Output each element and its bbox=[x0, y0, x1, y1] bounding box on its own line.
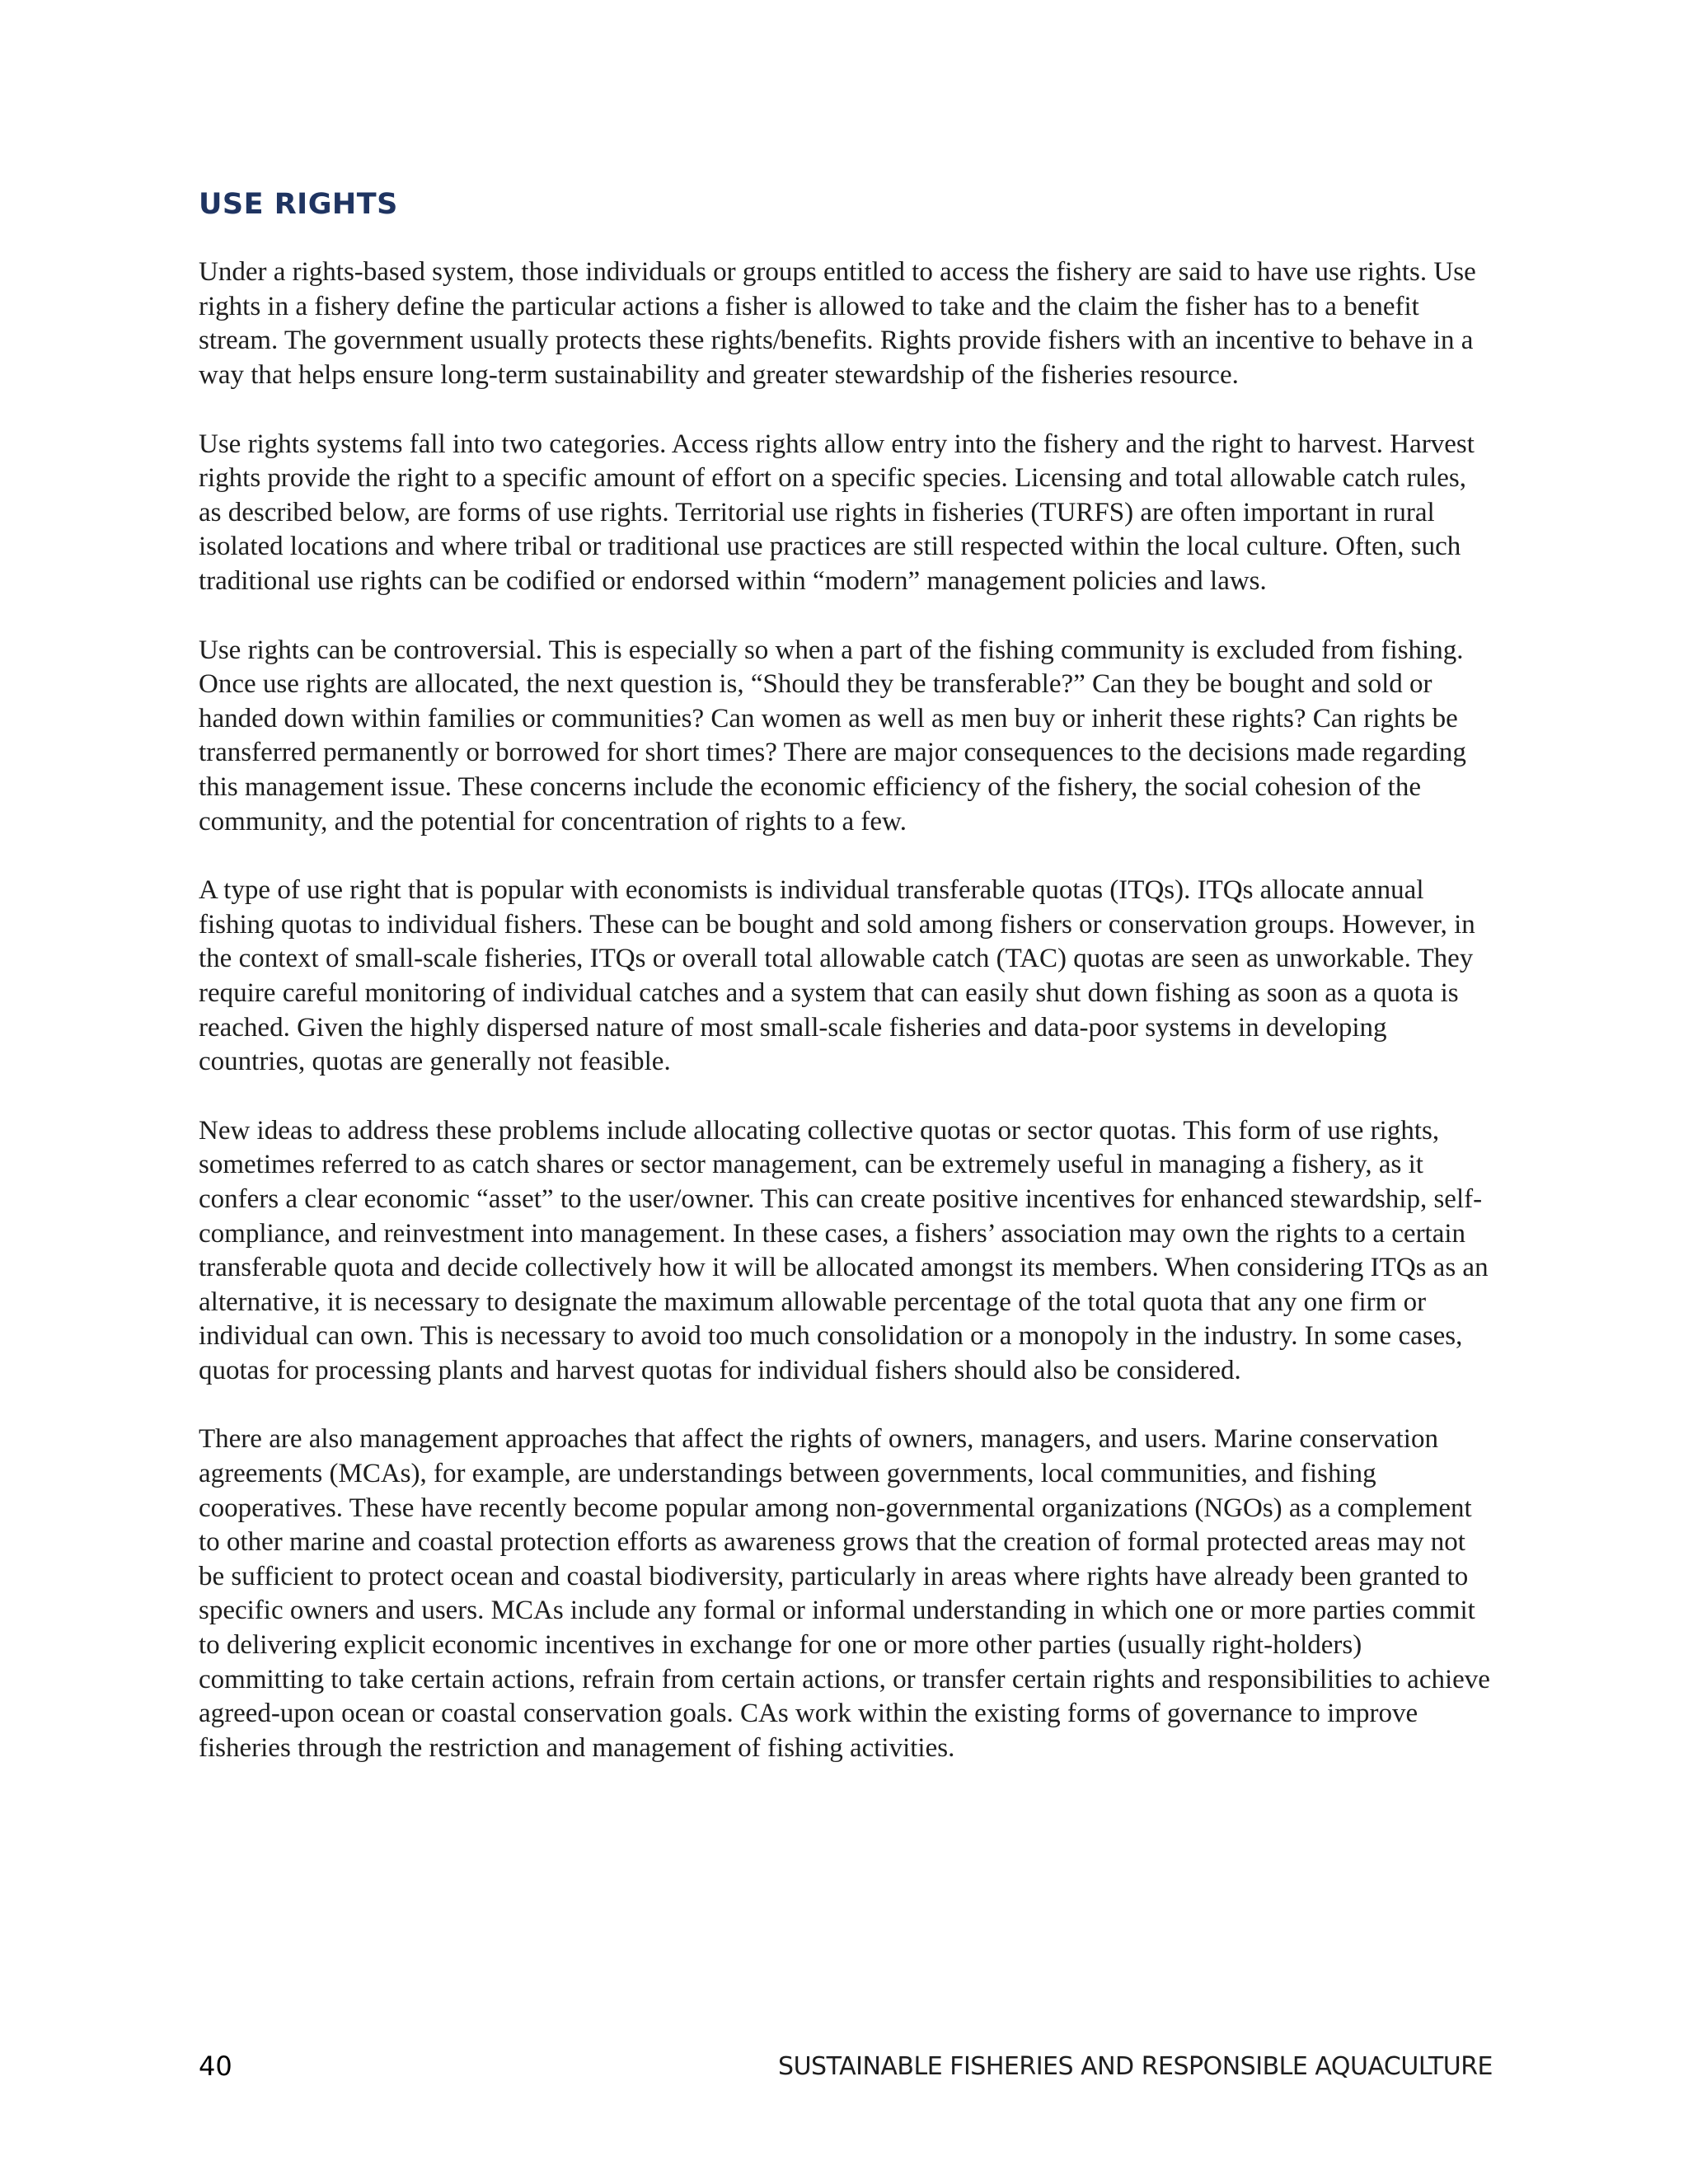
paragraph-itqs: A type of use right that is popular with economists is individual transferable quotas (ITQs). ITQs allocate annual fishing quotas to individual fishers. These can be bought and sold among fishers or conservation groups. However, in the context of small-scale fisheries, ITQs or overall total allowable catch (TAC) quotas are seen as unworkable. They require careful monitoring of individual catches and a system that can easily shut down fishing as soon as a quota is reached. Given the highly dispersed nature of most small-scale fisheries and data-poor systems in developing countries, quotas are generally not feasible. bbox=[199, 875, 1475, 1077]
paragraph-conservation-agreements: There are also management approaches that affect the rights of owners, managers, and users. Marine conservation agreements (MCAs), for example, are understandings between governments, local communities, and fishing cooperatives. These have recently become popular among non-governmental organizations (NGOs) as a complement to other marine and coastal protection efforts as awareness grows that the creation of formal protected areas may not be sufficient to protect ocean and coastal biodiversity, particularly in areas where rights have already been granted to specific owners and users. MCAs include any formal or informal understanding in which one or more parties commit to delivering explicit economic incentives in exchange for one or more other parties (usually right-holders) committing to take certain actions, refrain from certain actions, or transfer certain rights and responsibilities to achieve agreed-upon ocean or coastal conservation goals. CAs work within the existing forms of governance to improve fisheries through the restriction and management of fishing activities. bbox=[199, 1424, 1490, 1763]
running-footer-title: SUSTAINABLE FISHERIES AND RESPONSIBLE AQUACULTURE bbox=[778, 2052, 1493, 2081]
paragraph-categories: Use rights systems fall into two categories. Access rights allow entry into the fishery and the right to harvest. Harvest rights provide the right to a specific amount of effort on a specific species. Licensing and total allowable catch rules, as described below, are forms of use rights. Territorial use rights in fisheries (TURFS) are often important in rural isolated locations and where tribal or traditional use practices are still respected within the local culture. Often, such traditional use rights can be codified or endorsed within “modern” management policies and laws. bbox=[199, 429, 1475, 596]
paragraph-controversy: Use rights can be controversial. This is especially so when a part of the fishing community is excluded from fishing. Once use rights are allocated, the next question is, “Should they be transferable?” Can they be bought and sold or handed down within families or communities? Can women as well as men buy or inherit these rights? Can rights be transferred permanently or borrowed for short times? There are major consequences to the decisions made regarding this management issue. These concerns include the economic efficiency of the fishery, the social cohesion of the community, and the potential for concentration of rights to a few. bbox=[199, 635, 1466, 837]
main-content bbox=[199, 188, 1493, 1800]
paragraph-collective-quotas: New ideas to address these problems include allocating collective quotas or sector quotas. This form of use rights, sometimes referred to as catch shares or sector management, can be extremely useful in managing a fishery, as it confers a clear economic “asset” to the user/owner. This can create positive incentives for enhanced stewardship, self-compliance, and reinvestment into management. In these cases, a fishers’ association may own the rights to a certain transferable quota and decide collectively how it will be allocated amongst its members. When considering ITQs as an alternative, it is necessary to designate the maximum allowable percentage of the total quota that any one firm or individual can own. This is necessary to avoid too much consolidation or a monopoly in the industry. In some cases, quotas for processing plants and harvest quotas for individual fishers should also be considered. bbox=[199, 1115, 1489, 1385]
page-number: 40 bbox=[199, 2050, 232, 2082]
section-heading: USE RIGHTS bbox=[199, 188, 398, 221]
paragraph-use-rights-intro: Under a rights-based system, those individuals or groups entitled to access the fishery are said to have use rights. Use rights in a fishery define the particular actions a fisher is allowed to take and the claim the fisher has to a benefit stream. The government usually protects these rights/benefits. Rights provide fishers with an incentive to behave in a way that helps ensure long-term sustainability and greater stewardship of the fisheries resource. bbox=[199, 257, 1476, 391]
